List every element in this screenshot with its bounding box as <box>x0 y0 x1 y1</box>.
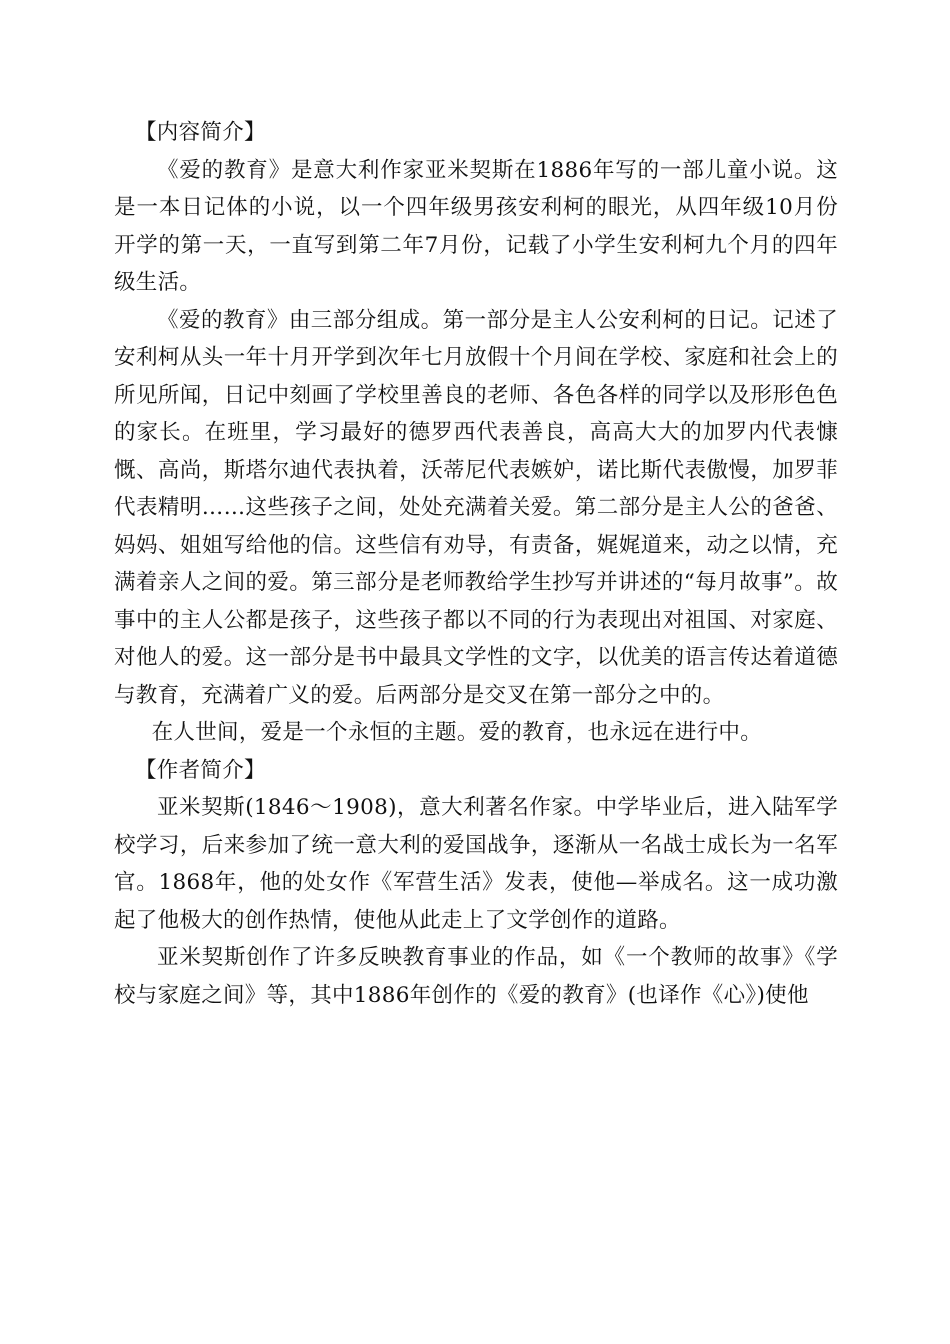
section-heading-content-intro: 【内容简介】 <box>135 120 266 145</box>
section-heading-author-intro: 【作者简介】 <box>135 757 266 783</box>
paragraph-intro-2: 《爱的教育》由三部分组成。第一部分是主人公安利柯的日记。记述了安利柯从头一年十月开学到次年七月放假十个月间在学校、家庭和社会上的所见所闻，日记中刻画了学校里善良的老师、各色各样的同学以及形形色色的家长。在班里，学习最好的德罗西代表善良，高高大大的加罗内代表慷慨、高尚，斯塔尔迪代表执着，沃蒂尼代表嫉妒，诺比斯代表傲慢，加罗菲代表精明……这些孩子之间，处处充满着关爱。第二部分是主人公的爸爸、妈妈、姐姐写给他的信。这些信有劝导，有责备，娓娓道来，动之以情，充满着亲人之间的爱。第三部分是老师教给学生抄写并讲述的“每月故事”。故事中的主人公都是孩子，这些孩子都以不同的行为表现出对祖国、对家庭、对他人的爱。这一部分是书中最具文学性的文字，以优美的语言传达着道德与教育，充满着广义的爱。后两部分是交叉在第一部分之中的。 <box>114 307 838 708</box>
document-page <box>114 114 838 1014</box>
paragraph-author-1: 亚米契斯(1846～1908)，意大利著名作家。中学毕业后，进入陆军学校学习，后来参加了统一意大利的爱国战争，逐渐从一名战士成长为一名军官。1868年，他的处女作《军营生活》发表，使他—举成名。这一成功激起了他极大的创作热情，使他从此走上了文学创作的道路。 <box>114 795 838 933</box>
paragraph-intro-3: 在人世间，爱是一个永恒的主题。爱的教育，也永远在进行中。 <box>151 720 763 745</box>
paragraph-author-2: 亚米契斯创作了许多反映教育事业的作品，如《一个教师的故事》《学校与家庭之间》等，其中1886年创作的《爱的教育》(也译作《心》)使他 <box>114 945 838 1008</box>
paragraph-intro-1: 《爱的教育》是意大利作家亚米契斯在1886年写的一部儿童小说。这是一本日记体的小说，以一个四年级男孩安利柯的眼光，从四年级10月份开学的第一天，一直写到第二年7月份，记载了小学生安利柯九个月的四年级生活。 <box>114 157 838 295</box>
